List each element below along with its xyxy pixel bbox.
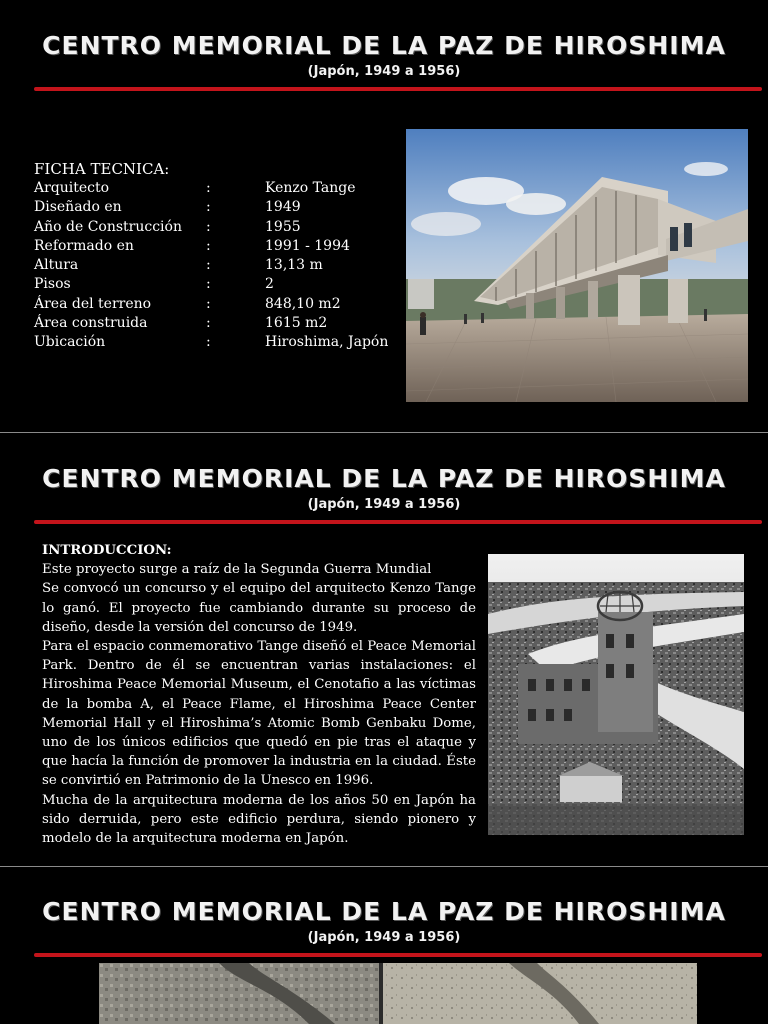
museum-photo xyxy=(406,129,748,402)
spec-separator: : xyxy=(206,237,211,254)
spec-label: Ubicación xyxy=(34,334,106,351)
atomic-dome-photo xyxy=(488,554,744,835)
introduccion-heading: INTRODUCCION: xyxy=(42,543,172,558)
intro-paragraph: Este proyecto surge a raíz de la Segunda Guerra Mundial xyxy=(42,562,432,578)
spec-value: 13,13 m xyxy=(265,257,323,274)
spec-separator: : xyxy=(206,180,211,196)
spec-separator: : xyxy=(206,199,211,216)
spec-label: Diseñado en xyxy=(34,199,122,216)
spec-label: Año de Construcción xyxy=(34,218,182,235)
spec-row xyxy=(34,218,404,237)
spec-row xyxy=(34,314,404,333)
aerial-photo xyxy=(99,963,697,1024)
spec-value: 1615 m2 xyxy=(265,315,328,332)
red-divider xyxy=(34,953,762,957)
spec-row xyxy=(34,256,404,275)
spec-value: 1949 xyxy=(265,199,301,216)
slide-subtitle: (Japón, 1949 a 1956) xyxy=(307,930,461,945)
spec-value: 848,10 m2 xyxy=(265,295,341,312)
slide-subtitle: (Japón, 1949 a 1956) xyxy=(307,64,461,79)
red-divider xyxy=(34,520,762,524)
spec-row xyxy=(34,295,404,314)
intro-paragraph: Mucha de la arquitectura moderna de los años 50 en Japón ha sido derruida, pero este edificio perdura, siendo pionero y modelo de la arquitectura moderna en Japón. xyxy=(42,792,476,847)
slide-title: CENTRO MEMORIAL DE LA PAZ DE HIROSHIMA xyxy=(42,897,726,926)
spec-label: Área del terreno xyxy=(34,295,152,312)
spec-row xyxy=(34,237,404,256)
spec-row xyxy=(34,333,404,352)
spec-separator: : xyxy=(206,276,211,293)
spec-separator: : xyxy=(206,218,211,235)
spec-label: Altura xyxy=(34,257,79,274)
spec-separator: : xyxy=(206,334,211,351)
spec-label: Área construida xyxy=(34,315,148,332)
slide-title: CENTRO MEMORIAL DE LA PAZ DE HIROSHIMA xyxy=(42,464,726,493)
spec-value: 1955 xyxy=(265,218,301,235)
ficha-tecnica-heading: FICHA TECNICA: xyxy=(34,160,170,178)
introduccion-text xyxy=(42,541,476,848)
slide-2 xyxy=(0,433,768,866)
spec-row xyxy=(34,198,404,217)
red-divider xyxy=(34,87,762,91)
spec-label: Reformado en xyxy=(34,237,134,254)
spec-label: Pisos xyxy=(34,276,71,293)
intro-paragraph: Se convocó un concurso y el equipo del arquitecto Kenzo Tange lo ganó. El proyecto fue cambiando durante su proceso de diseño, desde la versión del concurso de 1949. xyxy=(42,581,476,635)
spec-value: 1991 - 1994 xyxy=(265,237,350,254)
spec-separator: : xyxy=(206,295,211,312)
spec-row xyxy=(34,179,404,198)
slide-title: CENTRO MEMORIAL DE LA PAZ DE HIROSHIMA xyxy=(42,31,726,60)
spec-row xyxy=(34,275,404,294)
slide-1 xyxy=(0,0,768,432)
spec-table xyxy=(34,179,404,353)
spec-separator: : xyxy=(206,315,211,332)
spec-value: Hiroshima, Japón xyxy=(265,334,389,351)
spec-separator: : xyxy=(206,257,211,274)
intro-paragraph: Para el espacio conmemorativo Tange diseñó el Peace Memorial Park. Dentro de él se encuentran varias instalaciones: el Hiroshima Peace Memorial Museum, el Cenotafio a las víctimas de la bomba A, el Peace Flame, el Hiroshima Peace Center Memorial Hall y el Hiroshima’s Atomic Bomb Genbaku Dome, uno de los únicos edificios que quedó en pie tras el ataque y que hacía la función de promover la industria en la ciudad. Éste se convirtió en Patrimonio de la Unesco en 1996. xyxy=(42,639,476,789)
slide-subtitle: (Japón, 1949 a 1956) xyxy=(307,497,461,512)
spec-value: 2 xyxy=(265,276,274,293)
spec-value: Kenzo Tange xyxy=(265,180,356,196)
spec-label: Arquitecto xyxy=(34,180,110,196)
slide-3 xyxy=(0,867,768,1024)
